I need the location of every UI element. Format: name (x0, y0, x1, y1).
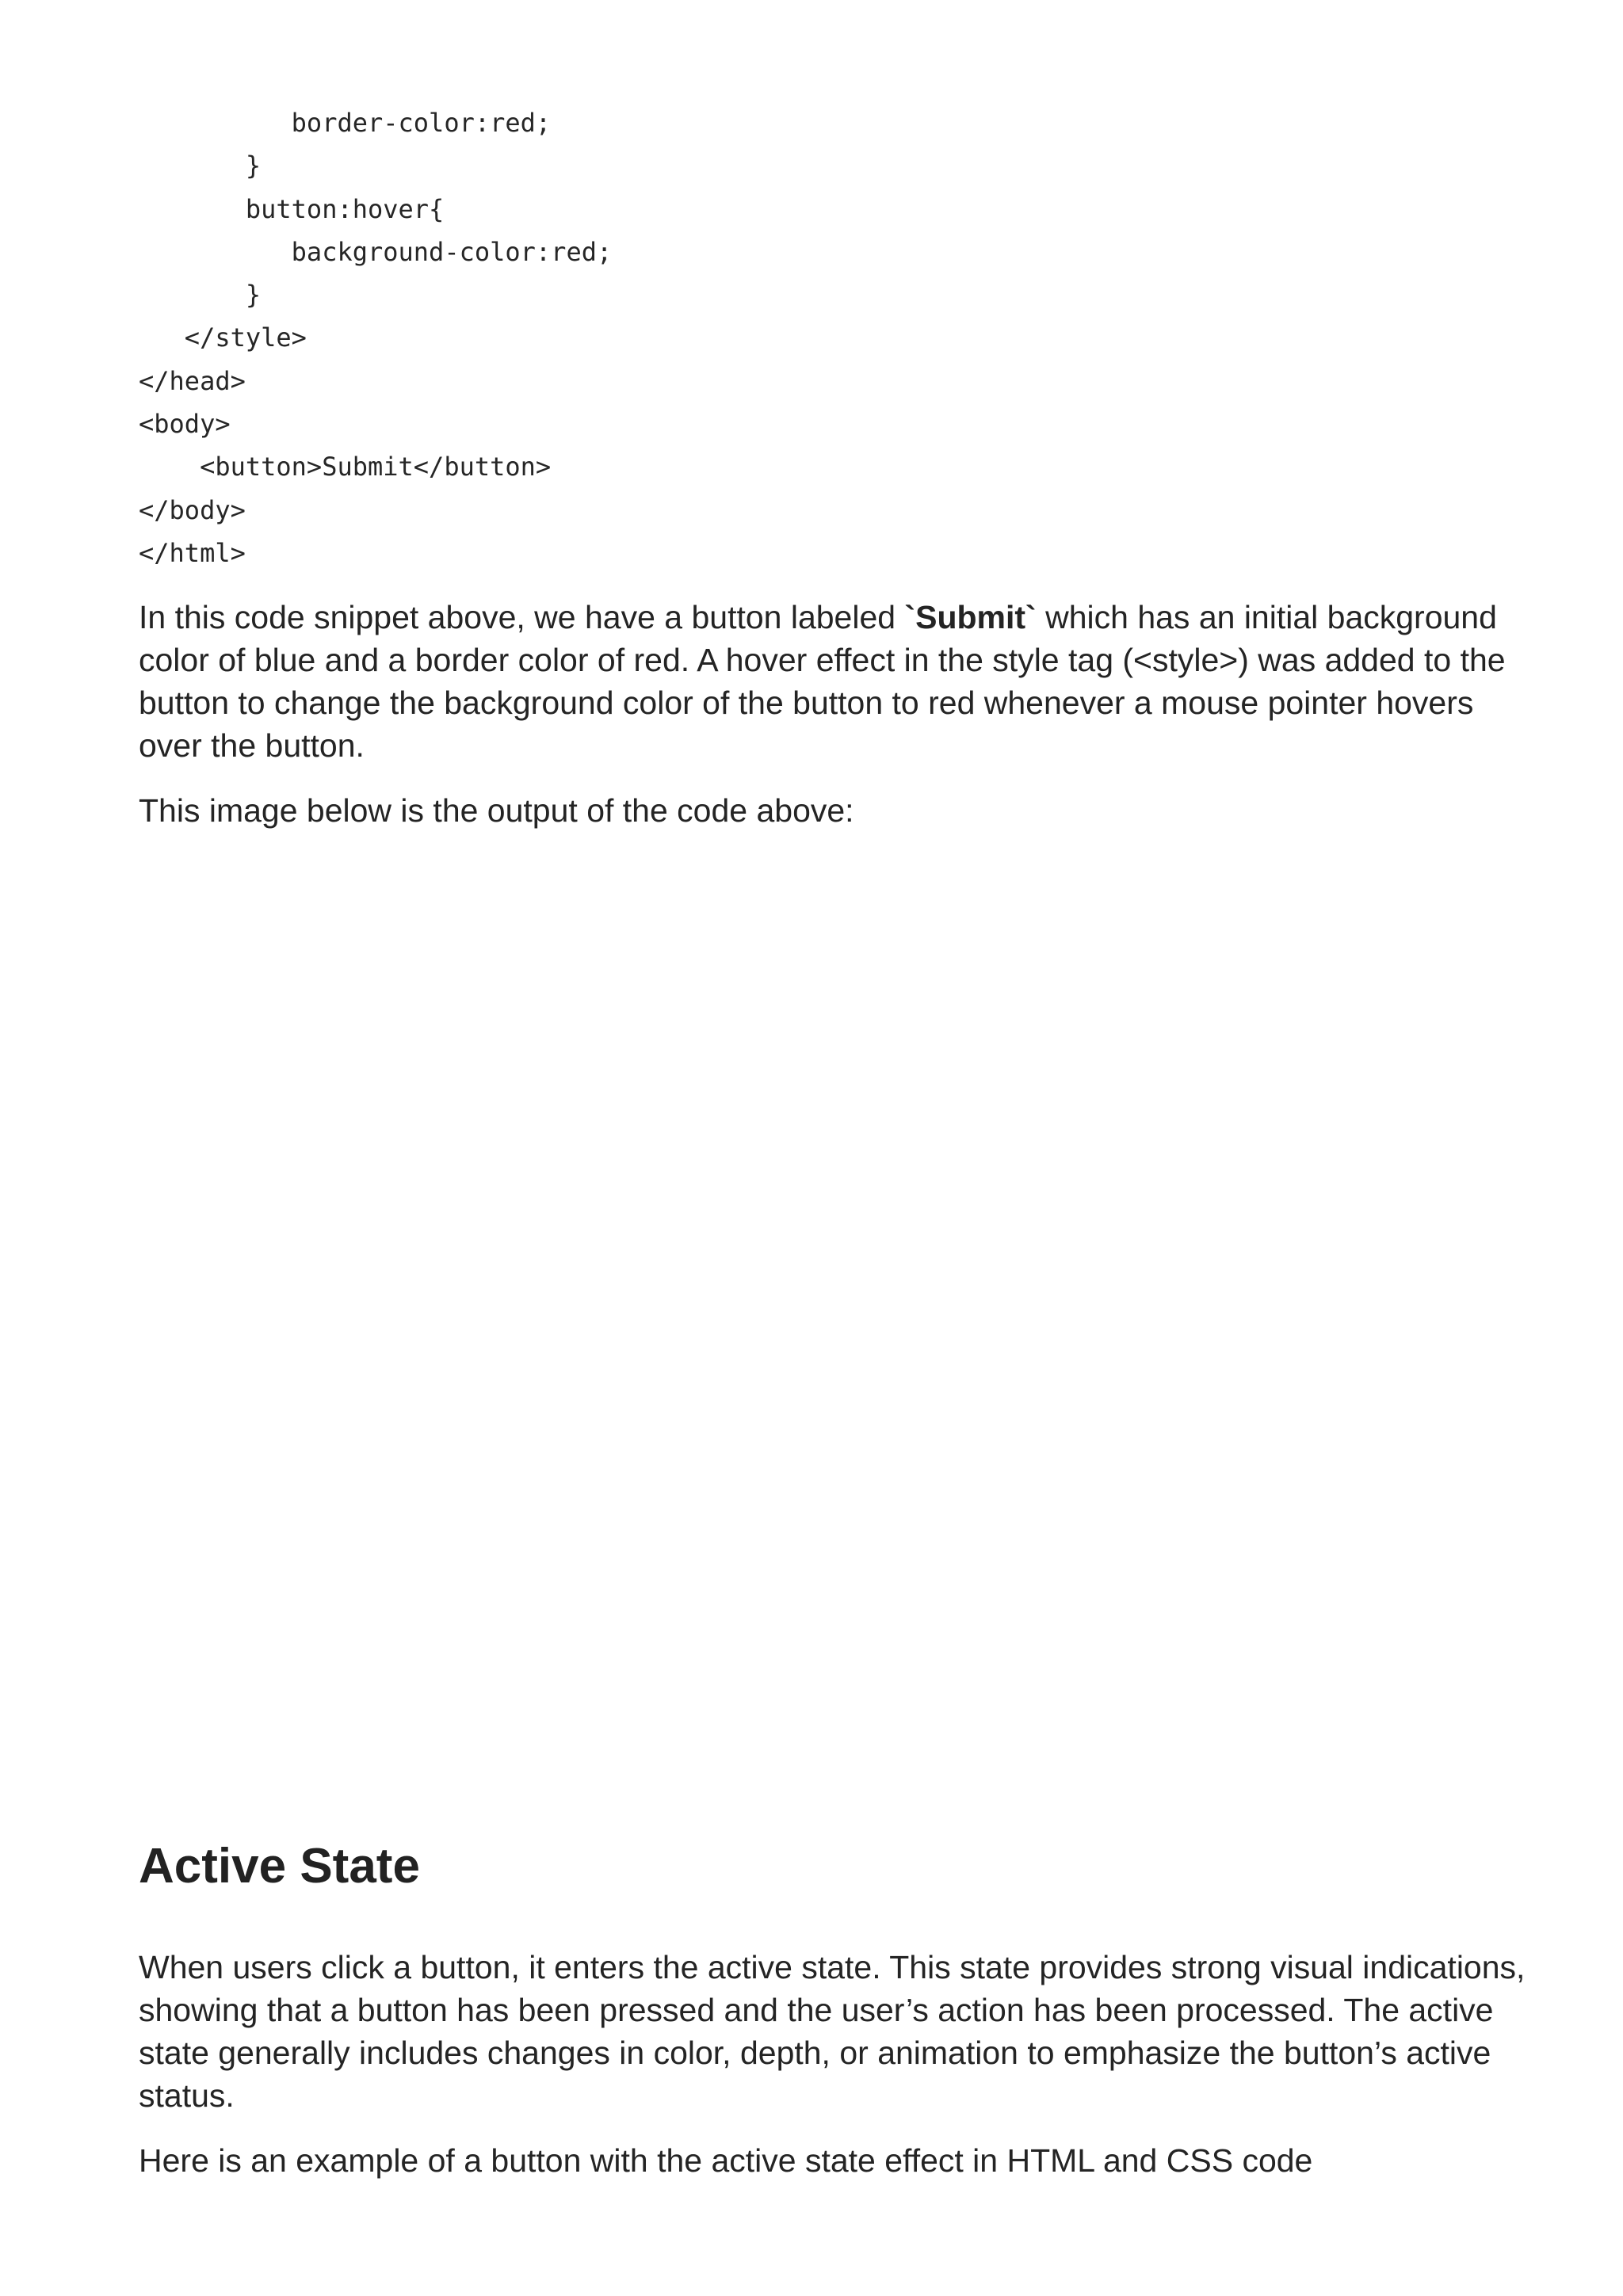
code-line: </body> (139, 494, 246, 525)
code-line: </html> (139, 537, 246, 568)
example-intro-paragraph: Here is an example of a button with the active state effect in HTML and CSS code (139, 2142, 1313, 2179)
output-intro-paragraph: This image below is the output of the code above: (139, 792, 854, 829)
code-line: <button>Submit</button> (139, 452, 552, 482)
code-line: } (139, 280, 262, 311)
explanation-paragraph (139, 596, 1533, 767)
output-image-placeholder (139, 856, 1533, 1783)
submit-label-inline-code: `Submit` (904, 599, 1037, 635)
explanation-text-start: In this code snippet above, we have a button labeled (139, 599, 905, 635)
code-line: background-color:red; (139, 236, 613, 267)
explanation-text-end: which has an initial background color of blue and a border color of red. A hover effect in the style tag (<style>) was added to the button to change the background color of the button to red whenever a mouse pointer hovers over the button. (139, 599, 1506, 764)
code-line: button:hover{ (139, 193, 445, 224)
code-line: border-color:red; (139, 108, 552, 138)
active-state-paragraph: When users click a button, it enters the active state. This state provides strong visual indications, showing that a button has been pressed and the user’s action has been processed. The active state generally includes changes in color, depth, or animation to emphasize the button’s active status. (139, 1949, 1526, 2114)
code-snippet (139, 101, 612, 574)
section-heading: Active State (139, 1839, 420, 1894)
code-line: </head> (139, 365, 246, 396)
code-line: <body> (139, 409, 231, 440)
code-line: } (139, 151, 262, 181)
code-line: </style> (139, 322, 307, 353)
